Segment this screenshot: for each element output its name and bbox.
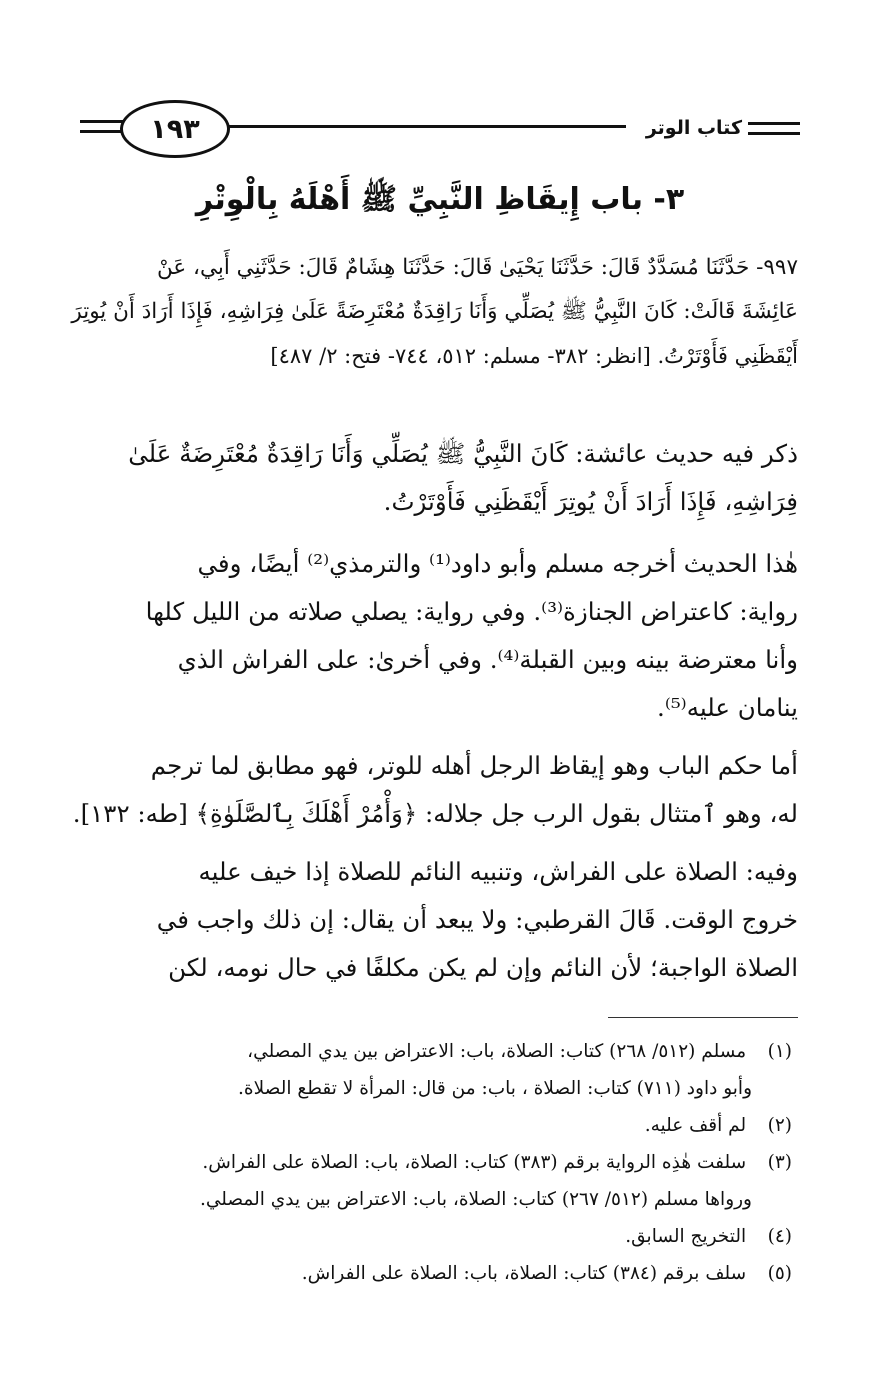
commentary-line: فِرَاشِهِ، فَإِذَا أَرَادَ أَنْ يُوتِرَ أَيْقَظَنِي فَأَوْتَرْتُ. xyxy=(383,487,798,516)
footnote-divider xyxy=(608,1017,798,1018)
footnote-4 xyxy=(140,1218,792,1255)
footnote-1 xyxy=(140,1033,792,1070)
commentary-line: خروج الوقت. قَالَ القرطبي: ولا يبعد أن يقال: إن ذلك واجب في xyxy=(156,905,798,934)
footnote-number: (٢) xyxy=(767,1115,792,1136)
commentary-paragraph xyxy=(76,540,798,732)
footnote-5 xyxy=(140,1255,792,1292)
hadith-line: ٩٩٧- حَدَّثَنَا مُسَدَّدٌ قَالَ: حَدَّثَنَا يَحْيَىٰ قَالَ: حَدَّثَنَا هِشَامٌ قَالَ: حَدَّثَنِي أَبِي، عَنْ xyxy=(157,255,798,280)
running-title: كتاب الوتر xyxy=(645,117,742,139)
footnote-number: (٣) xyxy=(767,1152,792,1173)
page-number: ١٩٣ xyxy=(120,100,230,158)
footnotes xyxy=(140,1033,792,1292)
page-header xyxy=(80,100,800,160)
commentary-line: الصلاة الواجبة؛ لأن النائم وإن لم يكن مكلفًا في حال نومه، لكن xyxy=(168,953,798,982)
footnote-3-continuation: ورواها مسلم (٥١٢/ ٢٦٧) كتاب: الصلاة، باب: الاعتراض بين يدي المصلي. xyxy=(199,1189,752,1210)
footnote-text: سلف برقم (٣٨٤) كتاب: الصلاة، باب: الصلاة على الفراش. xyxy=(301,1263,747,1284)
footnote-number: (١) xyxy=(767,1041,792,1062)
commentary-line: وفيه: الصلاة على الفراش، وتنبيه النائم للصلاة إذا خيف عليه xyxy=(198,857,798,886)
footnote-text: مسلم (٥١٢/ ٢٦٨) كتاب: الصلاة، باب: الاعتراض بين يدي المصلي، xyxy=(247,1041,747,1062)
hadith-line: عَائِشَةَ قَالَتْ: كَانَ النَّبِيُّ ﷺ يُصَلِّي وَأَنَا رَاقِدَةٌ مُعْتَرِضَةً عَلَىٰ فِرَاشِهِ، فَإِذَا أَرَادَ أَنْ يُوتِرَ xyxy=(71,299,798,324)
header-rule-right-top xyxy=(748,122,800,125)
footnote-text: التخريج السابق. xyxy=(625,1226,747,1247)
commentary-paragraph xyxy=(76,848,798,992)
commentary-line: ينامان عليه⁽⁵⁾. xyxy=(657,693,798,722)
commentary-line: رواية: كاعتراض الجنازة⁽³⁾. وفي رواية: يصلي صلاته من الليل كلها xyxy=(145,597,798,626)
commentary-line: هٰذا الحديث أخرجه مسلم وأبو داود⁽¹⁾ والترمذي⁽²⁾ أيضًا، وفي xyxy=(197,549,798,578)
footnote-number: (٤) xyxy=(767,1226,792,1247)
header-rule-middle xyxy=(228,125,626,128)
commentary-line: أما حكم الباب وهو إيقاظ الرجل أهله للوتر، فهو مطابق لما ترجم xyxy=(150,751,798,780)
footnote-text: سلفت هٰذِه الرواية برقم (٣٨٣) كتاب: الصلاة، باب: الصلاة على الفراش. xyxy=(202,1152,747,1173)
commentary-paragraph xyxy=(72,742,798,838)
commentary-paragraph xyxy=(76,430,798,526)
chapter-title: ٣- باب إِيقَاظِ النَّبِيِّ ﷺ أَهْلَهُ بِالْوِتْرِ xyxy=(195,182,685,217)
footnote-number: (٥) xyxy=(767,1263,792,1284)
commentary-line: له، وهو ٱمتثال بقول الرب جل جلاله: ﴿وَأْمُرْ أَهْلَكَ بِٱلصَّلَوٰةِ﴾ [طه: ١٣٢]. xyxy=(72,799,798,828)
footnote-2 xyxy=(140,1107,792,1144)
footnote-text: لم أقف عليه. xyxy=(644,1115,747,1136)
footnote-3 xyxy=(140,1144,792,1181)
hadith-line-reference: أَيْقَظَنِي فَأَوْتَرْتُ. [انظر: ٣٨٢- مسلم: ٥١٢، ٧٤٤- فتح: ٢/ ٤٨٧] xyxy=(270,344,798,368)
footnote-1-continuation: وأبو داود (٧١١) كتاب: الصلاة ، باب: من قال: المرأة لا تقطع الصلاة. xyxy=(238,1078,752,1099)
hadith-text xyxy=(71,246,798,378)
commentary-line: وأنا معترضة بينه وبين القبلة⁽⁴⁾. وفي أخرىٰ: على الفراش الذي xyxy=(177,645,798,674)
header-rule-right-bottom xyxy=(748,132,800,135)
commentary-line: ذكر فيه حديث عائشة: كَانَ النَّبِيُّ ﷺ يُصَلِّي وَأَنَا رَاقِدَةٌ مُعْتَرِضَةٌ عَلَىٰ xyxy=(128,439,798,468)
